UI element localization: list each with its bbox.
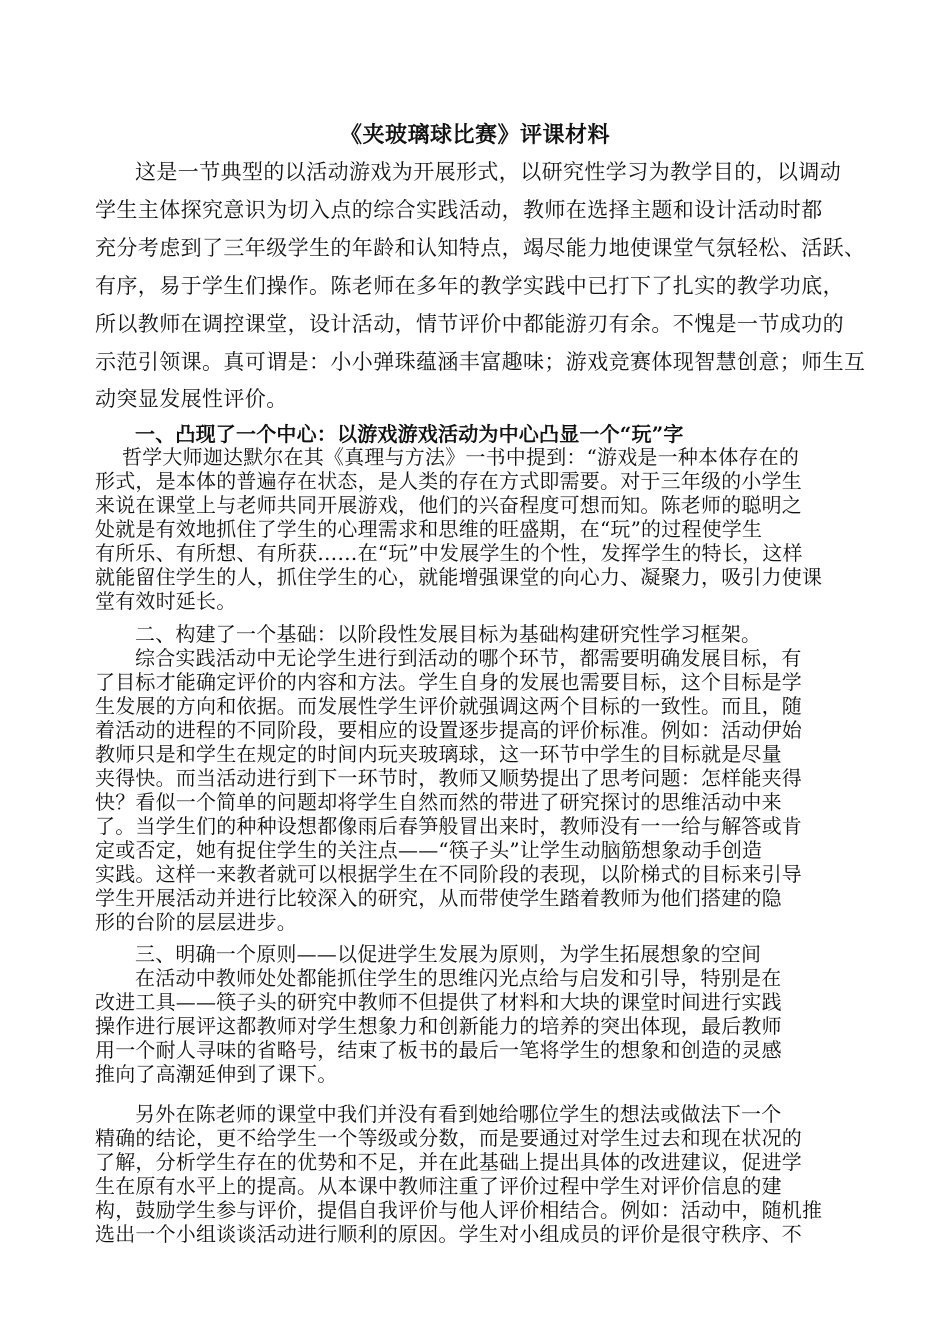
paragraph-line: 动突显发展性评价。	[95, 387, 288, 411]
paragraph-line: 形的台阶的层层进步。	[95, 910, 297, 934]
paragraph-line: 选出一个小组谈谈活动进行顺利的原因。学生对小组成员的评价是很守秩序、不	[95, 1222, 802, 1246]
paragraph-line: 推向了高潮延伸到了课下。	[95, 1062, 338, 1086]
paragraph-line: 了解，分析学生存在的优势和不足，并在此基础上提出具体的改进建议，促进学	[95, 1150, 802, 1174]
paragraph-line: 有序，易于学生们操作。陈老师在多年的教学实践中已打下了扎实的教学功底，	[95, 274, 844, 298]
section-heading: 一、凸现了一个中心：以游戏游戏活动为中心凸显一个“玩”字	[135, 422, 684, 446]
paragraph-line: 哲学大师迦达默尔在其《真理与方法》一书中提到：“游戏是一种本体存在的	[122, 445, 800, 469]
paragraph-line: 综合实践活动中无论学生进行到活动的哪个环节，都需要明确发展目标，有	[135, 646, 802, 670]
paragraph-line: 示范引领课。真可谓是：小小弹珠蕴涵丰富趣味；游戏竞赛体现智慧创意；师生互	[95, 350, 866, 374]
paragraph-line: 定或否定，她有捉住学生的关注点——“筷子头”让学生动脑筋想象动手创造	[95, 838, 763, 862]
paragraph-line: 处就是有效地抓住了学生的心理需求和思维的旺盛期，在“玩”的过程使学生	[95, 517, 763, 541]
paragraph-line: 精确的结论，更不给学生一个等级或分数，而是要通过对学生过去和现在状况的	[95, 1126, 802, 1150]
section-heading: 三、明确一个原则——以促进学生发展为原则，为学生拓展想象的空间	[135, 942, 762, 966]
paragraph-line: 这是一节典型的以活动游戏为开展形式，以研究性学习为教学目的，以调动	[135, 160, 842, 184]
paragraph-line: 生在原有水平上的提高。从本课中教师注重了评价过程中学生对评价信息的建	[95, 1174, 782, 1198]
paragraph-line: 操作进行展评这都教师对学生想象力和创新能力的培养的突出体现，最后教师	[95, 1014, 782, 1038]
paragraph-line: 教师只是和学生在规定的时间内玩夹玻璃球，这一环节中学生的目标就是尽量	[95, 742, 782, 766]
paragraph-line: 所以教师在调控课堂，设计活动，情节评价中都能游刃有余。不愧是一节成功的	[95, 312, 844, 336]
section-heading: 二、构建了一个基础：以阶段性发展目标为基础构建研究性学习框架。	[135, 622, 762, 646]
paragraph-line: 快？看似一个简单的问题却将学生自然而然的带进了研究探讨的思维活动中来	[95, 790, 782, 814]
paragraph-line: 夹得快。而当活动进行到下一环节时，教师又顺势提出了思考问题：怎样能夹得	[95, 766, 802, 790]
paragraph-line: 了目标才能确定评价的内容和方法。学生自身的发展也需要目标，这个目标是学	[95, 670, 802, 694]
paragraph-line: 改进工具——筷子头的研究中教师不但提供了材料和大块的课堂时间进行实践	[95, 990, 782, 1014]
paragraph-line: 来说在课堂上与老师共同开展游戏，他们的兴奋程度可想而知。陈老师的聪明之	[95, 493, 802, 517]
paragraph-line: 了。当学生们的种种设想都像雨后春笋般冒出来时，教师没有一一给与解答或肯	[95, 814, 802, 838]
paragraph-line: 另外在陈老师的课堂中我们并没有看到她给哪位学生的想法或做法下一个	[135, 1102, 782, 1126]
paragraph-line: 生发展的方向和依据。而发展性学生评价就强调这两个目标的一致性。而且，随	[95, 694, 802, 718]
paragraph-line: 形式，是本体的普遍存在状态，是人类的存在方式即需要。对于三年级的小学生	[95, 469, 802, 493]
paragraph-line: 用一个耐人寻味的省略号，结束了板书的最后一笔将学生的想象和创造的灵感	[95, 1038, 782, 1062]
paragraph-line: 实践。这样一来教者就可以根据学生在不同阶段的表现，以阶梯式的目标来引导	[95, 862, 802, 886]
document-title: 《夹玻璃球比赛》评课材料	[339, 122, 610, 148]
paragraph-line: 在活动中教师处处都能抓住学生的思维闪光点给与启发和引导，特别是在	[135, 966, 782, 990]
paragraph-line: 着活动的进程的不同阶段，要相应的设置逐步提高的评价标准。例如：活动伊始	[95, 718, 802, 742]
paragraph-line: 充分考虑到了三年级学生的年龄和认知特点，竭尽能力地使课堂气氛轻松、活跃、	[95, 236, 866, 260]
paragraph-line: 学生主体探究意识为切入点的综合实践活动，教师在选择主题和设计活动时都	[95, 198, 823, 222]
paragraph-line: 就能留住学生的人，抓住学生的心，就能增强课堂的向心力、凝聚力，吸引力使课	[95, 565, 823, 589]
paragraph-line: 构，鼓励学生参与评价，提倡自我评价与他人评价相结合。例如：活动中，随机推	[95, 1198, 823, 1222]
paragraph-line: 有所乐、有所想、有所获……在“玩”中发展学生的个性，发挥学生的特长，这样	[95, 541, 803, 565]
paragraph-line: 学生开展活动并进行比较深入的研究，从而带使学生踏着教师为他们搭建的隐	[95, 886, 782, 910]
paragraph-line: 堂有效时延长。	[95, 589, 237, 613]
